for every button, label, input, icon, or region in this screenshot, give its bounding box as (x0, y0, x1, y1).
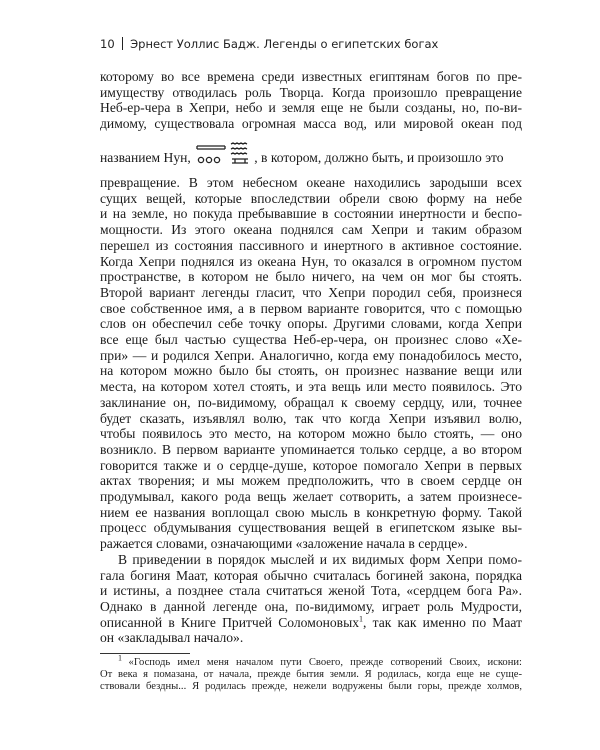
text-line: он «закладывал начало». (100, 630, 244, 646)
footnote-line: От века я помазана, от начала, прежде бытия земли. Я родилась, когда еще не суще- (100, 669, 522, 680)
text-line: гала богиня Маат, которая обычно считалась богиней закона, порядка (100, 567, 522, 583)
text-line: имуществу отводилась роль Творца. Когда произошло превращение (100, 84, 522, 100)
footnote-reference[interactable]: 1 (359, 614, 364, 624)
footnote-line: $^1$ «Господь имел меня началом пути Своего, прежде сотворений Своих, искони: (118, 653, 523, 668)
text-line: ражается словами, означающими «заложение начала в сердце». (100, 536, 468, 552)
nun-line-before: названием Нун, (100, 150, 195, 165)
text-line: будет сказать, изъявлял волю, так что когда Хепри изъявил волю, (100, 410, 522, 426)
footnote-rule (100, 653, 190, 654)
text-line: процесс обдумывания существования вещей в египетском языке вы- (100, 520, 522, 536)
text-line: при» — и родился Хепри. Аналогично, когда ему понадобилось место, (100, 347, 522, 363)
running-title: Эрнест Уоллис Бадж. Легенды о египетских богах (130, 37, 439, 51)
text-line: Когда Хепри поднялся из океана Нун, то оказался в огромном пустом (100, 253, 522, 269)
text-line: свое собственное имя, а в первом варианте говорится, что с помощью (100, 300, 522, 316)
footnote-line: ствовали бездны... Я родилась прежде, нежели водружены были горы, прежде холмов, (100, 681, 522, 692)
text-line: которому во все времена среди известных египтянам богов по пре- (100, 69, 522, 84)
text-line: Второй вариант легенды гласит, что Хепри породил себя, произнеся (100, 284, 522, 300)
text-line: говорится также и о сердце-душе, которое помогало Хепри в первых (100, 457, 522, 473)
text-line: и истины, а позднее стала считаться женой Тота, «сердцем бога Ра». (100, 583, 522, 599)
text-line: димому, существовала огромная масса вод, или мировой океан под (100, 116, 522, 132)
text-line: на котором можно было бы стоять, он произнес название вещи или (100, 363, 522, 379)
text-line: и на земле, но покуда пребывавшие в состоянии инертности и беспо- (100, 206, 522, 222)
header-separator (122, 37, 124, 50)
text-line: чтобы появилось это место, на котором можно было стоять, — оно (100, 426, 522, 442)
text-line: Неб-ер-чера в Хепри, небо и земля еще не были созданы, но, по-ви- (100, 100, 522, 116)
hieroglyph-nun-icon (195, 142, 253, 166)
text-line: слов он обеспечил себе точку опоры. Другими словами, когда Хепри (100, 316, 522, 332)
text-line: превращение. В этом небесном океане находились зародыши всех (100, 175, 522, 190)
text-line: мощности. Из этого океана поднялся сам Хепри и таким образом (100, 222, 522, 238)
text-line: места, на котором хотел стоять, и эта вещь или место появилось. Это (100, 379, 522, 395)
text-line: нием ее названия воплощал свою мысль в конкретную форму. Такой (100, 504, 522, 520)
text-line: пространстве, в котором не было ничего, на чем он мог бы стоять. (100, 269, 522, 285)
text-line: описанной в Книге Притчей Соломоновых$^1$, так как именно по Маат (100, 614, 523, 630)
page-number: 10 (100, 37, 115, 51)
text-line: заклинание он, по-видимому, обращал к своему сердцу, или, точнее (100, 394, 522, 410)
text-line: возникло. В первом варианте упоминается только сердце, а во втором (100, 441, 522, 457)
text-line: все еще был частью существа Неб-ер-чера, он произнес слово «Хе- (100, 332, 522, 347)
running-header (100, 37, 438, 51)
nun-line (100, 142, 522, 166)
footnote-marker: 1 (118, 653, 129, 663)
text-line: Однако в данной легенде она, по-видимому, играет роль Мудрости, (100, 598, 522, 614)
text-line: сущих вещей, которые впоследствии обрели свою форму на небе (100, 190, 522, 206)
text-line: В приведении в порядок мыслей и их видимых форм Хепри помо- (118, 551, 522, 567)
text-line: перешел из состояния пассивного и инертного в активное состояние. (100, 237, 522, 253)
nun-line-after: , в котором, должно быть, и произошло это (254, 150, 504, 165)
text-line: продумывал, какого рода вещь желает сотворить, а затем произнесе- (100, 489, 522, 504)
text-line: актах творения; и мы можем предположить, что в своем сердце он (100, 473, 522, 489)
